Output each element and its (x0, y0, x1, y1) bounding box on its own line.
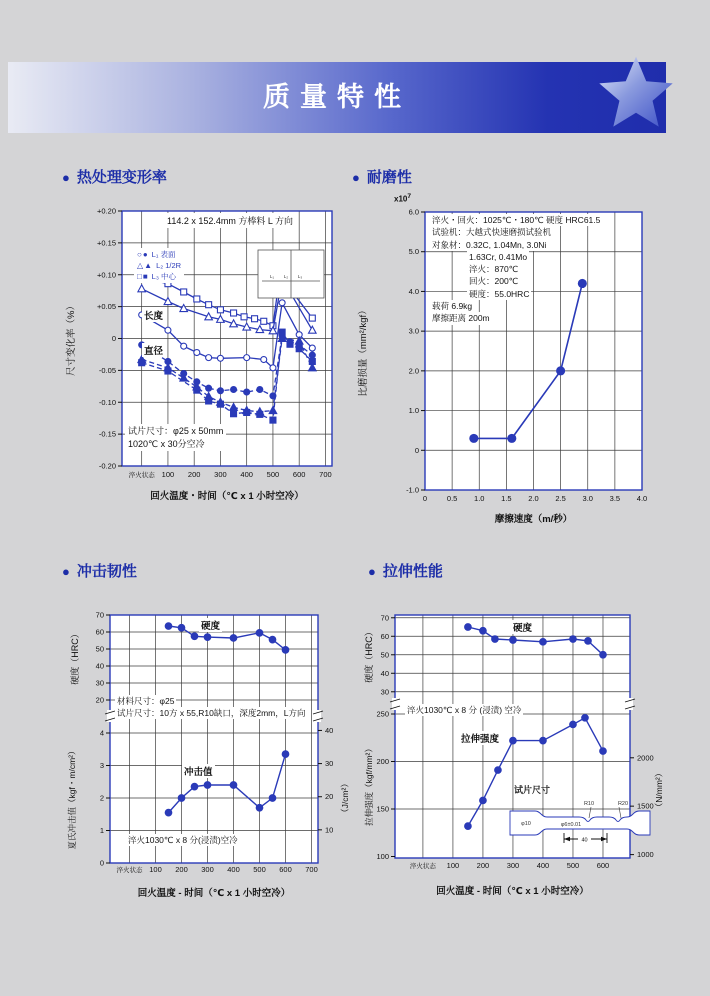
section-label: 冲击韧性 (76, 563, 137, 580)
svg-text:-0.20: -0.20 (98, 461, 116, 471)
svg-text:2: 2 (99, 793, 104, 803)
svg-text:1000: 1000 (637, 850, 654, 860)
svg-text:回火温度・时间（℃ x 1 小时空冷）: 回火温度・时间（℃ x 1 小时空冷） (150, 491, 304, 502)
svg-text:200: 200 (376, 757, 389, 766)
svg-text:0: 0 (111, 334, 116, 343)
svg-text:回火温度 - 时间（℃ x 1 小时空冷）: 回火温度 - 时间（℃ x 1 小时空冷） (137, 888, 291, 899)
legend-label: L₃ 中心 (151, 272, 176, 281)
svg-text:50: 50 (95, 644, 104, 654)
svg-text:300: 300 (201, 865, 214, 874)
page-title: 质量特性 (263, 82, 411, 112)
svg-text:+0.10: +0.10 (97, 270, 116, 280)
diameter-group-label: 直径 (142, 343, 165, 357)
legend-square-markers: □■ (137, 272, 149, 281)
annotation-line: 载荷 6.9kg (432, 301, 473, 312)
svg-text:1.0: 1.0 (408, 406, 419, 416)
svg-text:淬火状态: 淬火状态 (409, 863, 436, 870)
svg-text:2000: 2000 (637, 753, 654, 763)
section-label: 拉伸性能 (382, 563, 443, 580)
deformation-legend (134, 248, 184, 283)
svg-text:φ10: φ10 (521, 821, 531, 827)
svg-text:0.5: 0.5 (446, 494, 458, 503)
svg-text:0: 0 (414, 445, 419, 455)
tensile-note-quench: 淬火1030℃ x 8 分 (浸渍) 空冷 (407, 705, 522, 715)
svg-text:硬度（HRC）: 硬度（HRC） (364, 627, 374, 683)
svg-text:700: 700 (305, 865, 318, 874)
header-banner (8, 62, 666, 133)
scale-base: x10 (394, 194, 408, 204)
wear-chart (352, 195, 708, 540)
annotation-line: 试验机：大越式快速磨损试验机 (432, 227, 552, 238)
svg-text:200: 200 (187, 470, 201, 479)
svg-text:（J/cm²）: （J/cm²） (340, 779, 350, 817)
svg-text:L₃: L₃ (297, 274, 303, 279)
svg-text:4: 4 (99, 728, 104, 738)
svg-text:1: 1 (99, 826, 104, 835)
svg-text:50: 50 (380, 650, 389, 660)
deformation-chart-svg (58, 196, 350, 528)
tensile-chart-svg (360, 600, 710, 912)
svg-text:R10: R10 (583, 801, 595, 807)
svg-text:+0.15: +0.15 (97, 238, 116, 248)
section-title-deformation (62, 166, 167, 187)
legend-label: L₁ 表面 (151, 250, 176, 259)
svg-text:40: 40 (581, 837, 588, 844)
svg-text:L₂: L₂ (283, 274, 289, 279)
impact-note-specimen: 试片尺寸：10方 x 55,R10缺口，深度2mm，L方向 (117, 708, 306, 718)
note-line: 1020℃ x 30分空冷 (128, 438, 205, 449)
section-title-impact (62, 560, 137, 581)
svg-text:淬火状态: 淬火状态 (116, 867, 143, 874)
wear-annotation (430, 214, 602, 325)
svg-text:摩擦速度（m/秒）: 摩擦速度（m/秒） (494, 514, 573, 525)
svg-text:硬度（HRC）: 硬度（HRC） (70, 629, 80, 685)
svg-text:4.0: 4.0 (636, 494, 648, 503)
svg-text:40: 40 (95, 661, 104, 671)
impact-note-quench: 淬火1030℃ x 8 分(浸渍)空冷 (128, 835, 238, 845)
svg-text:-0.05: -0.05 (98, 365, 116, 375)
hardness-series-label: 硬度 (511, 620, 534, 634)
svg-text:30: 30 (95, 678, 104, 688)
svg-text:70: 70 (380, 613, 389, 623)
svg-text:5.0: 5.0 (408, 247, 419, 257)
svg-text:2.5: 2.5 (555, 494, 566, 503)
tensile-chart (360, 600, 710, 912)
svg-text:-0.15: -0.15 (98, 429, 116, 439)
svg-text:20: 20 (325, 792, 334, 802)
svg-text:φ6±0.01: φ6±0.01 (560, 822, 582, 828)
svg-text:30: 30 (380, 687, 389, 697)
annotation-line: 硬度：55.0HRC (469, 288, 530, 299)
svg-text:400: 400 (536, 861, 550, 870)
svg-text:40: 40 (325, 725, 334, 735)
svg-text:60: 60 (380, 631, 389, 641)
svg-text:夏氏冲击值（kgf・m/cm²）: 夏氏冲击值（kgf・m/cm²） (67, 746, 77, 850)
section-label: 热处理变形率 (76, 169, 167, 186)
svg-text:150: 150 (376, 804, 389, 814)
svg-text:200: 200 (175, 865, 188, 874)
svg-text:1.5: 1.5 (501, 494, 512, 503)
svg-text:-1.0: -1.0 (406, 485, 419, 495)
svg-text:300: 300 (506, 861, 520, 870)
svg-text:100: 100 (376, 852, 389, 861)
svg-text:（N/mm²）: （N/mm²） (654, 768, 664, 812)
svg-text:500: 500 (566, 861, 580, 870)
svg-text:20: 20 (95, 695, 104, 705)
svg-text:500: 500 (266, 470, 280, 479)
svg-text:200: 200 (476, 861, 490, 870)
svg-text:3.5: 3.5 (609, 494, 621, 503)
svg-text:400: 400 (227, 865, 240, 874)
svg-text:试片尺寸: 试片尺寸 (513, 785, 551, 795)
legend-item (137, 249, 181, 260)
annotation-line: 对象材：0.32C, 1.04Mn, 3.0Ni (432, 239, 547, 250)
legend-triangle-markers: △▲ (137, 261, 154, 270)
svg-text:400: 400 (240, 470, 253, 479)
tensile-series-label: 拉伸强度 (459, 731, 501, 745)
svg-text:600: 600 (292, 470, 306, 479)
svg-text:250: 250 (376, 709, 389, 719)
svg-text:0: 0 (422, 494, 428, 503)
length-group-label: 长度 (142, 308, 165, 322)
svg-text:100: 100 (161, 470, 175, 479)
svg-text:3.0: 3.0 (408, 326, 419, 336)
svg-text:600: 600 (279, 865, 292, 874)
svg-text:3: 3 (99, 761, 104, 770)
legend-circle-markers: ○● (137, 250, 149, 259)
axis-scale-label (394, 193, 411, 204)
section-label: 耐磨性 (366, 169, 412, 186)
bullet-icon: ● (62, 170, 70, 185)
svg-text:300: 300 (214, 470, 227, 479)
hardness-series-label: 硬度 (199, 618, 222, 632)
svg-text:-0.10: -0.10 (98, 397, 116, 407)
svg-text:+0.20: +0.20 (97, 206, 116, 216)
svg-text:100: 100 (446, 861, 460, 870)
svg-text:60: 60 (95, 627, 104, 637)
svg-text:3.0: 3.0 (582, 494, 593, 503)
svg-text:比磨损量（mm²/kgf）: 比磨损量（mm²/kgf） (358, 305, 369, 397)
legend-item (137, 260, 181, 271)
legend-label: L₂ 1/2R (156, 261, 182, 270)
svg-text:700: 700 (319, 470, 332, 479)
svg-text:1500: 1500 (637, 801, 654, 811)
annotation-line: 摩擦距离 200m (432, 313, 490, 324)
svg-text:尺寸变化率（%）: 尺寸变化率（%） (66, 301, 77, 376)
scale-exponent: 7 (407, 193, 412, 200)
svg-text:+0.05: +0.05 (97, 302, 116, 312)
bullet-icon: ● (352, 170, 360, 185)
svg-text:100: 100 (149, 865, 162, 874)
svg-text:R20: R20 (617, 801, 629, 807)
bullet-icon: ● (368, 564, 376, 579)
annotation-line: 淬火・回火：1025℃・180℃ 硬度 HRC61.5 (432, 215, 601, 225)
annotation-line: 淬火：870℃ (469, 264, 519, 275)
legend-item (137, 271, 181, 282)
svg-text:拉伸强度（kgf/mm²）: 拉伸强度（kgf/mm²） (364, 744, 374, 826)
svg-text:40: 40 (380, 668, 389, 678)
impact-series-label: 冲击值 (182, 764, 215, 778)
impact-chart (58, 600, 360, 912)
svg-text:30: 30 (325, 759, 334, 769)
svg-text:淬火状态: 淬火状态 (128, 472, 155, 479)
svg-text:2.0: 2.0 (528, 494, 539, 503)
svg-text:2.0: 2.0 (408, 366, 419, 376)
annotation-line: 1.63Cr, 0.41Mo (469, 251, 528, 262)
note-line: 试片尺寸：φ25 x 50mm (128, 426, 224, 436)
svg-text:0: 0 (99, 858, 104, 868)
svg-text:L₁: L₁ (269, 274, 275, 279)
impact-note-material: 材料尺寸：φ25 (117, 696, 175, 706)
svg-text:70: 70 (95, 610, 104, 620)
star-icon (594, 55, 678, 139)
svg-text:4.0: 4.0 (408, 286, 419, 296)
section-title-wear (352, 166, 412, 187)
svg-text:回火温度 - 时间（℃ x 1 小时空冷）: 回火温度 - 时间（℃ x 1 小时空冷） (436, 886, 589, 897)
svg-text:6.0: 6.0 (408, 207, 419, 217)
section-title-tensile (368, 560, 443, 581)
svg-text:1.0: 1.0 (474, 494, 485, 503)
svg-text:600: 600 (596, 861, 610, 870)
deformation-chart-title: 114.2 x 152.4mm 方棒料 L 方向 (164, 213, 296, 228)
deformation-chart (58, 196, 350, 528)
impact-chart-svg (58, 600, 360, 912)
annotation-line: 回火：200℃ (469, 276, 519, 287)
bullet-icon: ● (62, 564, 70, 579)
deformation-note (125, 424, 226, 451)
svg-text:500: 500 (253, 865, 266, 874)
svg-text:10: 10 (325, 825, 334, 835)
